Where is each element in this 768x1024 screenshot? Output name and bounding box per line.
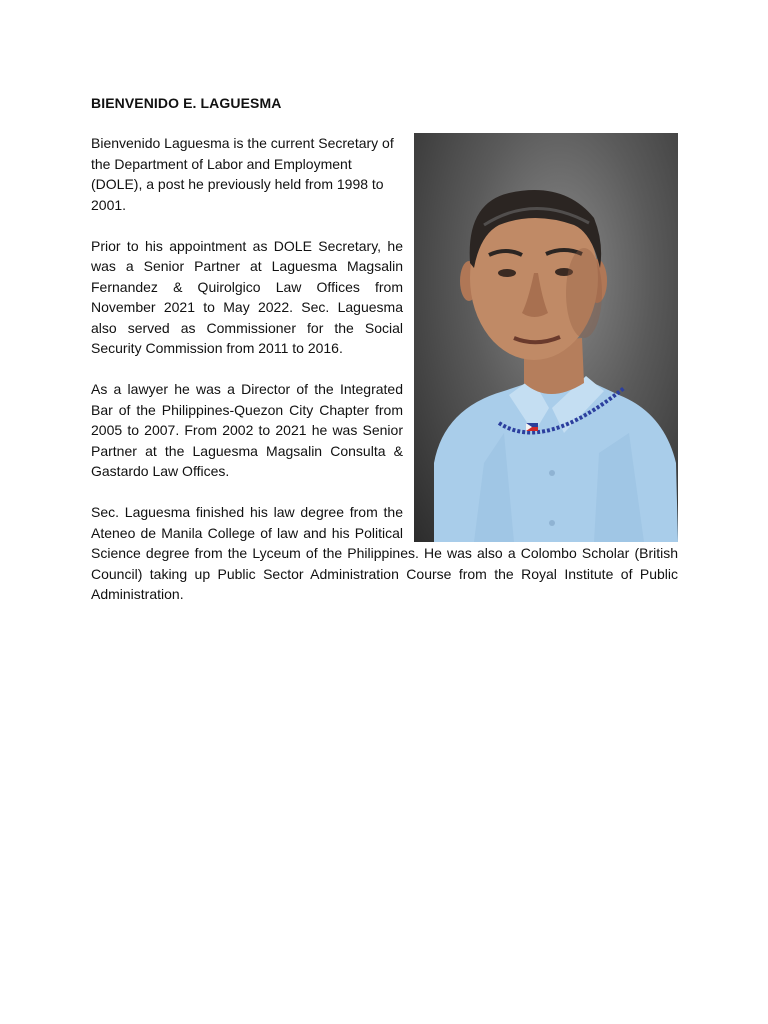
portrait-illustration xyxy=(414,133,678,542)
document-content xyxy=(91,93,678,625)
paragraph-2: Prior to his appointment as DOLE Secretary, he was a Senior Partner at Laguesma Magsalin Fernandez & Quirolgico Law Offices from November 2021 to May 2022. Sec. Laguesma also served as Commissioner for the Social Security Commission from 2011 to 2016. xyxy=(91,237,403,356)
document-title: BIENVENIDO E. LAGUESMA xyxy=(91,95,282,111)
paragraph-1: Bienvenido Laguesma is the current Secretary of the Department of Labor and Employment (DOLE), a post he previously held from 1998 to 2001. xyxy=(91,135,394,213)
portrait-photo xyxy=(414,133,678,542)
paragraph-4: Sec. Laguesma finished his law degree from the Ateneo de Manila College of law and his Political Science degree from the Lyceum of the Philippines. He was also a Colombo Scholar (British Council) taking up Public Sector Administration Course from the Royal Institute of Public Administration. xyxy=(91,504,678,602)
paragraph-3: As a lawyer he was a Director of the Integrated Bar of the Philippines-Quezon City Chapter from 2005 to 2007. From 2002 to 2021 he was Senior Partner at the Laguesma Magsalin Consulta & Gastardo Law Offices. xyxy=(91,381,403,479)
